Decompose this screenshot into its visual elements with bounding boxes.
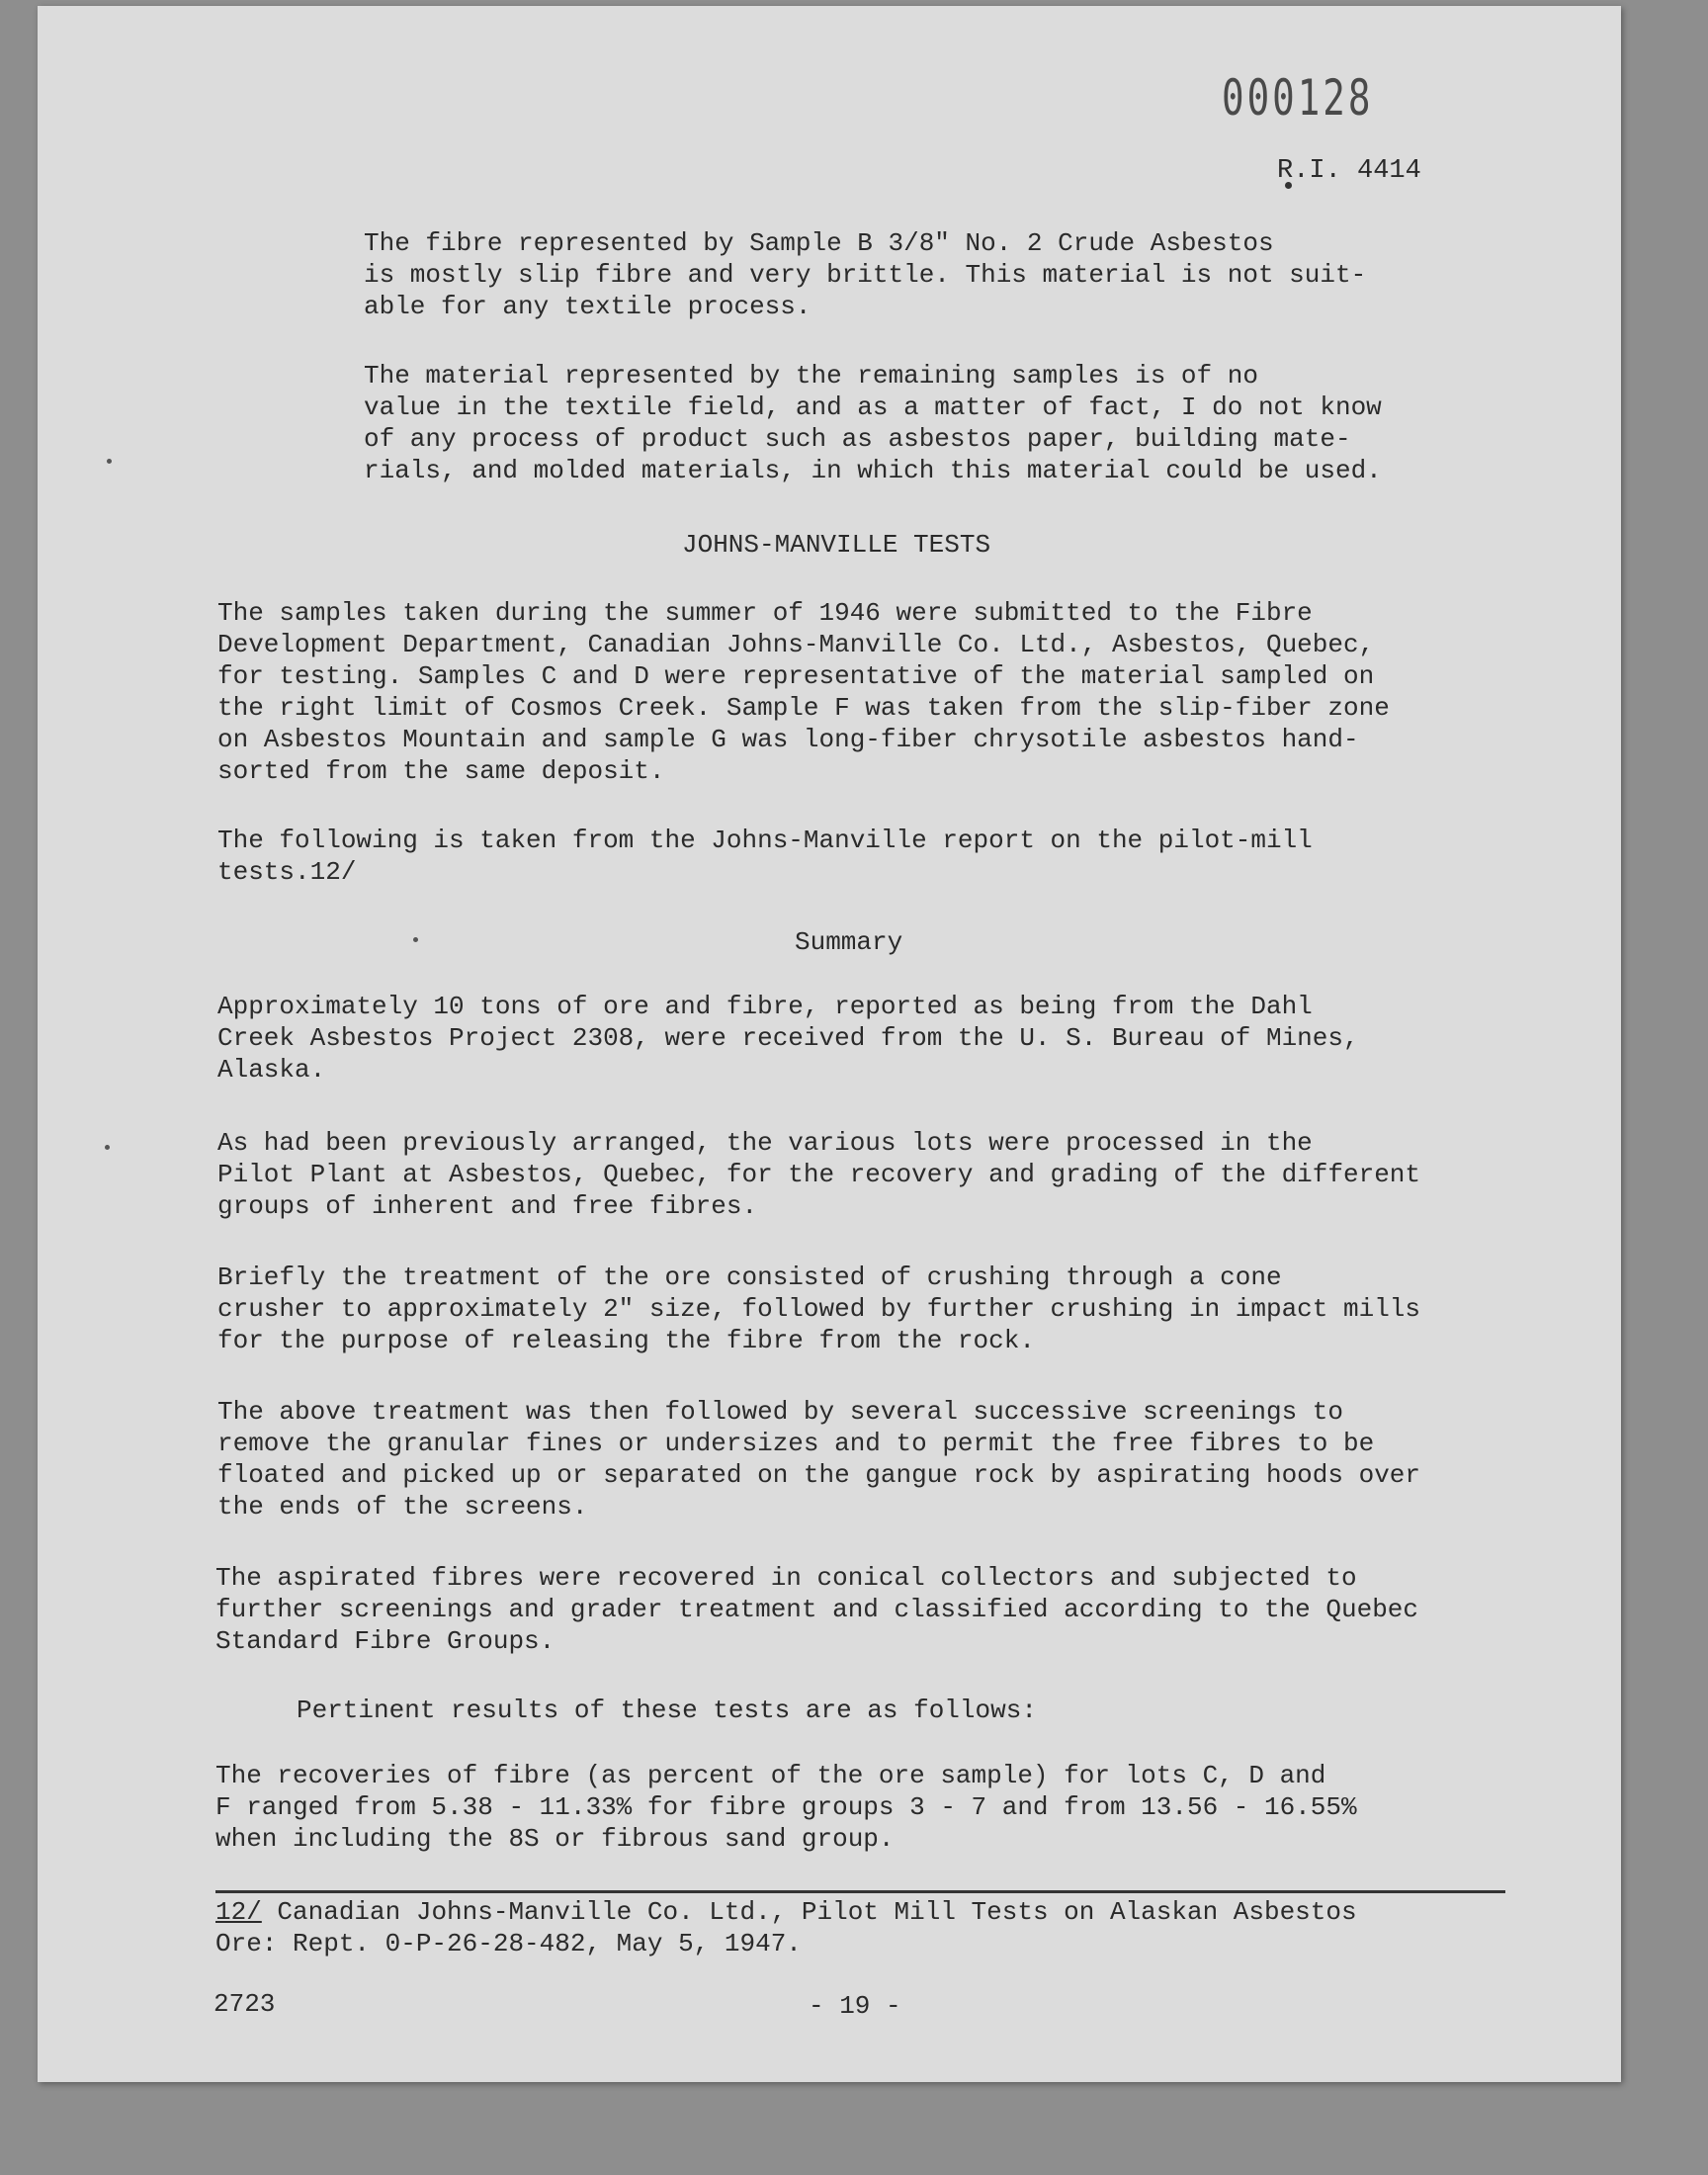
section-heading: JOHNS-MANVILLE TESTS: [682, 530, 991, 560]
paragraph-pilot-plant: As had been previously arranged, the various lots were processed in the Pilot Plant at Asbestos, Quebec, for the recovery and grading of the different groups of inherent and free fibres.: [217, 1128, 1420, 1221]
report-id: R.I. 4414: [1277, 156, 1421, 186]
footnote-marker: 12/: [215, 1897, 262, 1927]
summary-heading: Summary: [795, 927, 903, 957]
scan-speck: [105, 1145, 110, 1150]
paragraph-screenings: The above treatment was then followed by several successive screenings to remove the granular fines or undersizes and to permit the free fibres to be floated and picked up or separated on the gangue rock by aspirating hoods over the ends of the screens.: [217, 1397, 1420, 1522]
paragraph-recoveries: The recoveries of fibre (as percent of the ore sample) for lots C, D and F ranged from 5.38 - 11.33% for fibre groups 3 - 7 and from 13.56 - 16.55% when including the 8S or fibrous sand group.: [215, 1761, 1357, 1854]
page-number: - 19 -: [809, 1991, 901, 2021]
paragraph-pertinent-results: Pertinent results of these tests are as follows:: [297, 1696, 1037, 1725]
paragraph-ore-received: Approximately 10 tons of ore and fibre, reported as being from the Dahl Creek Asbestos Project 2308, were received from the U. S. Bureau of Mines, Alaska.: [217, 992, 1359, 1085]
document-page: [38, 6, 1621, 2082]
paragraph-remaining-samples: The material represented by the remaining samples is of no value in the textile field, and as a matter of fact, I do not know of any process of product such as asbestos paper, building mate- rials, and molded materials, in which this material could be used.: [364, 361, 1382, 485]
archive-stamp-number: 000128: [1222, 69, 1374, 127]
scan-speck: [107, 459, 112, 464]
scan-speck: [413, 937, 418, 942]
footnote-text: Canadian Johns-Manville Co. Ltd., Pilot Mill Tests on Alaskan Asbestos Ore: Rept. 0-P-26-28-482, May 5, 1947.: [215, 1897, 1357, 1958]
footnote-divider: [215, 1890, 1505, 1893]
paragraph-treatment: Briefly the treatment of the ore consisted of crushing through a cone crusher to approximately 2" size, followed by further crushing in impact mills for the purpose of releasing the fibre from the rock.: [217, 1262, 1420, 1355]
paragraph-following-report: The following is taken from the Johns-Manville report on the pilot-mill tests.12/: [217, 826, 1313, 887]
paragraph-sample-b: The fibre represented by Sample B 3/8" No. 2 Crude Asbestos is mostly slip fibre and very brittle. This material is not suit- able for any textile process.: [364, 228, 1367, 321]
paragraph-samples-submitted: The samples taken during the summer of 1946 were submitted to the Fibre Development Department, Canadian Johns-Manville Co. Ltd., Asbestos, Quebec, for testing. Samples C and D were representative of the material sampled on the right limit of Cosmos Creek. Sample F was taken from the slip-fiber zone on Asbestos Mountain and sample G was long-fiber chrysotile asbestos hand- sorted from the same deposit.: [217, 598, 1390, 786]
footnote: [215, 1896, 1357, 1959]
paragraph-aspirated-fibres: The aspirated fibres were recovered in conical collectors and subjected to further screenings and grader treatment and classified according to the Quebec Standard Fibre Groups.: [215, 1563, 1418, 1656]
document-number: 2723: [214, 1989, 276, 2019]
